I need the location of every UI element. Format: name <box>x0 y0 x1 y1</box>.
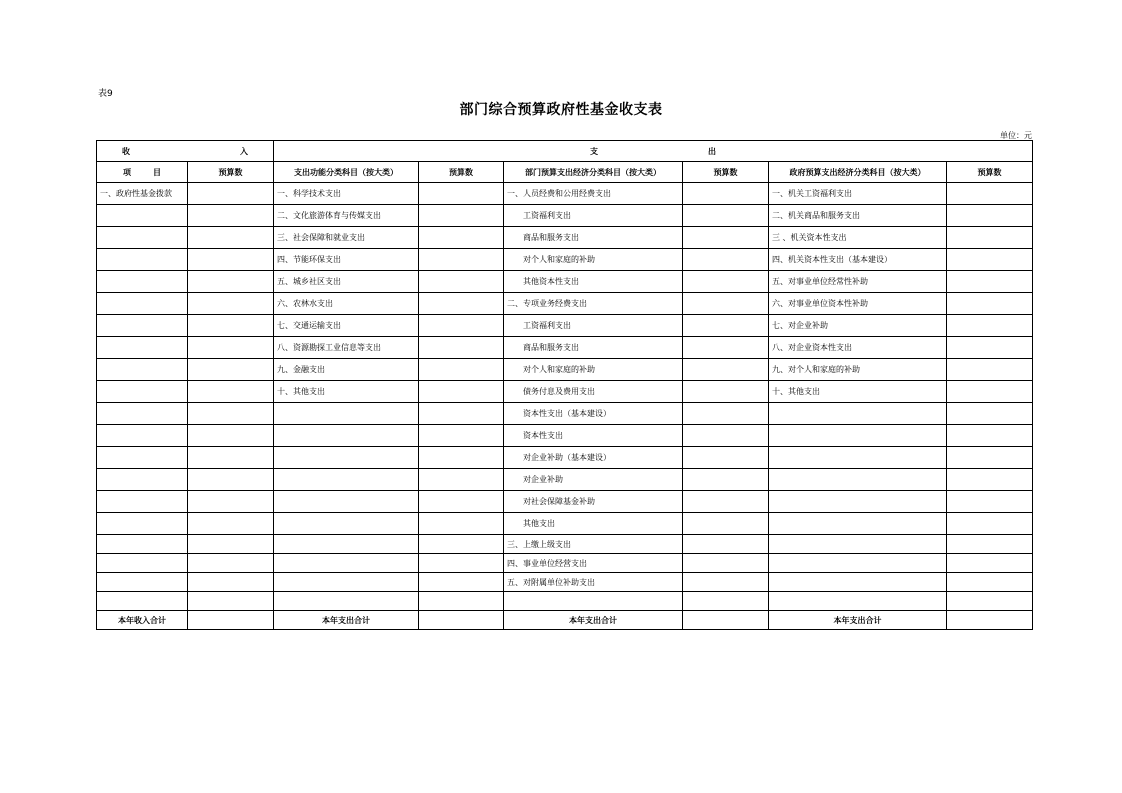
func-total-label: 本年支出合计 <box>274 611 419 630</box>
func-budget-cell <box>419 592 504 611</box>
gov-econ-item-cell <box>769 592 947 611</box>
func-class-item-cell <box>274 491 419 513</box>
table-row <box>97 337 1033 359</box>
func-class-item-cell <box>274 469 419 491</box>
income-item-cell <box>97 447 188 469</box>
dept-econ-item-cell: 三、上缴上级支出 <box>504 535 683 554</box>
func-budget-cell <box>419 425 504 447</box>
gov-econ-item-cell <box>769 403 947 425</box>
income-item-cell <box>97 227 188 249</box>
table-row <box>97 271 1033 293</box>
income-budget-cell <box>188 592 274 611</box>
func-class-item-cell <box>274 425 419 447</box>
func-class-item-cell: 五、城乡社区支出 <box>274 271 419 293</box>
income-item-cell <box>97 592 188 611</box>
table-row <box>97 403 1033 425</box>
table-row <box>97 227 1033 249</box>
dept-total-value <box>683 611 769 630</box>
dept-econ-item-cell: 工资福利支出 <box>504 315 683 337</box>
gov-budget-cell <box>947 293 1033 315</box>
gov-budget-cell <box>947 183 1033 205</box>
dept-budget-cell <box>683 227 769 249</box>
expense-section-header <box>274 141 1033 162</box>
func-budget-cell <box>419 554 504 573</box>
income-budget-cell <box>188 315 274 337</box>
dept-econ-item-cell: 五、对附属单位补助支出 <box>504 573 683 592</box>
func-class-item-cell <box>274 592 419 611</box>
col-header-item <box>97 162 188 183</box>
gov-budget-cell <box>947 513 1033 535</box>
dept-budget-cell <box>683 359 769 381</box>
func-budget-cell <box>419 293 504 315</box>
gov-econ-item-cell: 六、对事业单位资本性补助 <box>769 293 947 315</box>
income-budget-cell <box>188 403 274 425</box>
dept-econ-item-cell: 其他支出 <box>504 513 683 535</box>
func-class-item-cell <box>274 554 419 573</box>
table-row <box>97 573 1033 592</box>
gov-budget-cell <box>947 469 1033 491</box>
func-budget-cell <box>419 315 504 337</box>
col-header-gov-econ-class: 政府预算支出经济分类科目（按大类） <box>769 162 947 183</box>
func-class-item-cell: 六、农林水支出 <box>274 293 419 315</box>
func-budget-cell <box>419 227 504 249</box>
dept-budget-cell <box>683 573 769 592</box>
func-budget-cell <box>419 513 504 535</box>
func-class-item-cell: 七、交通运输支出 <box>274 315 419 337</box>
func-class-item-cell: 二、文化旅游体育与传媒支出 <box>274 205 419 227</box>
gov-budget-cell <box>947 535 1033 554</box>
table-row <box>97 205 1033 227</box>
gov-econ-item-cell <box>769 469 947 491</box>
func-budget-cell <box>419 447 504 469</box>
unit-label: 单位：元 <box>1000 131 1032 140</box>
dept-econ-item-cell: 四、事业单位经营支出 <box>504 554 683 573</box>
page-title: 部门综合预算政府性基金收支表 <box>459 102 663 118</box>
gov-econ-item-cell: 七、对企业补助 <box>769 315 947 337</box>
table-row <box>97 359 1033 381</box>
dept-econ-item-cell <box>504 592 683 611</box>
dept-budget-cell <box>683 491 769 513</box>
income-item-cell <box>97 381 188 403</box>
dept-budget-cell <box>683 592 769 611</box>
gov-budget-cell <box>947 592 1033 611</box>
dept-budget-cell <box>683 293 769 315</box>
func-budget-cell <box>419 535 504 554</box>
income-budget-cell <box>188 469 274 491</box>
gov-econ-item-cell <box>769 573 947 592</box>
income-item-cell <box>97 271 188 293</box>
func-class-item-cell: 一、科学技术支出 <box>274 183 419 205</box>
income-budget-cell <box>188 381 274 403</box>
table-row <box>97 513 1033 535</box>
gov-budget-cell <box>947 315 1033 337</box>
dept-budget-cell <box>683 337 769 359</box>
total-row <box>97 611 1033 630</box>
gov-econ-item-cell <box>769 513 947 535</box>
gov-budget-cell <box>947 573 1033 592</box>
dept-econ-item-cell: 对个人和家庭的补助 <box>504 249 683 271</box>
income-item-cell <box>97 359 188 381</box>
dept-budget-cell <box>683 535 769 554</box>
gov-econ-item-cell: 二、机关商品和服务支出 <box>769 205 947 227</box>
func-class-item-cell: 九、金融支出 <box>274 359 419 381</box>
gov-budget-cell <box>947 554 1033 573</box>
gov-budget-cell <box>947 227 1033 249</box>
dept-econ-item-cell: 其他资本性支出 <box>504 271 683 293</box>
income-item-cell <box>97 293 188 315</box>
dept-budget-cell <box>683 205 769 227</box>
table-row <box>97 315 1033 337</box>
table-row <box>97 249 1033 271</box>
budget-table <box>96 140 1033 630</box>
dept-budget-cell <box>683 469 769 491</box>
income-item-cell <box>97 425 188 447</box>
dept-econ-item-cell: 资本性支出 <box>504 425 683 447</box>
income-budget-cell <box>188 573 274 592</box>
income-header-char-2: 入 <box>240 146 248 156</box>
gov-econ-item-cell: 一、机关工资福利支出 <box>769 183 947 205</box>
col-header-budget-3: 预算数 <box>683 162 769 183</box>
dept-econ-item-cell: 二、专项业务经费支出 <box>504 293 683 315</box>
header-row-columns <box>97 162 1033 183</box>
dept-budget-cell <box>683 425 769 447</box>
table-number: 表9 <box>98 89 113 99</box>
dept-econ-item-cell: 对社会保障基金补助 <box>504 491 683 513</box>
income-budget-cell <box>188 491 274 513</box>
gov-econ-item-cell <box>769 554 947 573</box>
gov-budget-cell <box>947 249 1033 271</box>
dept-econ-item-cell: 工资福利支出 <box>504 205 683 227</box>
func-budget-cell <box>419 469 504 491</box>
func-budget-cell <box>419 205 504 227</box>
col-header-budget-2: 预算数 <box>419 162 504 183</box>
income-item-cell <box>97 249 188 271</box>
dept-econ-item-cell: 资本性支出（基本建设） <box>504 403 683 425</box>
gov-econ-item-cell <box>769 447 947 469</box>
income-budget-cell <box>188 271 274 293</box>
col-header-budget-1: 预算数 <box>188 162 274 183</box>
income-item-cell <box>97 573 188 592</box>
income-budget-cell <box>188 535 274 554</box>
table-row <box>97 381 1033 403</box>
expense-header-char-1: 支 <box>590 146 599 156</box>
gov-budget-cell <box>947 271 1033 293</box>
table-row <box>97 491 1033 513</box>
dept-budget-cell <box>683 315 769 337</box>
func-class-item-cell <box>274 535 419 554</box>
func-budget-cell <box>419 573 504 592</box>
col-header-budget-4: 预算数 <box>947 162 1033 183</box>
income-budget-cell <box>188 183 274 205</box>
income-item-cell <box>97 554 188 573</box>
table-row <box>97 425 1033 447</box>
income-header-char-1: 收 <box>122 146 130 156</box>
func-budget-cell <box>419 183 504 205</box>
table-row <box>97 447 1033 469</box>
income-total-label: 本年收入合计 <box>97 611 188 630</box>
func-class-item-cell <box>274 573 419 592</box>
func-budget-cell <box>419 403 504 425</box>
func-class-item-cell: 三、社会保障和就业支出 <box>274 227 419 249</box>
dept-budget-cell <box>683 381 769 403</box>
income-total-value <box>188 611 274 630</box>
gov-budget-cell <box>947 205 1033 227</box>
dept-budget-cell <box>683 249 769 271</box>
income-budget-cell <box>188 205 274 227</box>
gov-total-value <box>947 611 1033 630</box>
dept-budget-cell <box>683 183 769 205</box>
income-item-cell <box>97 403 188 425</box>
gov-econ-item-cell <box>769 425 947 447</box>
gov-budget-cell <box>947 491 1033 513</box>
income-budget-cell <box>188 554 274 573</box>
dept-budget-cell <box>683 554 769 573</box>
gov-econ-item-cell: 三 、机关资本性支出 <box>769 227 947 249</box>
dept-budget-cell <box>683 513 769 535</box>
gov-budget-cell <box>947 447 1033 469</box>
func-budget-cell <box>419 249 504 271</box>
income-item-cell <box>97 315 188 337</box>
income-budget-cell <box>188 249 274 271</box>
func-class-item-cell: 四、节能环保支出 <box>274 249 419 271</box>
func-class-item-cell <box>274 513 419 535</box>
income-item-cell: 一、政府性基金拨款 <box>97 183 188 205</box>
table-row <box>97 592 1033 611</box>
income-item-cell <box>97 535 188 554</box>
gov-econ-item-cell <box>769 491 947 513</box>
expense-header-char-2: 出 <box>708 146 717 156</box>
dept-budget-cell <box>683 271 769 293</box>
gov-econ-item-cell: 九、对个人和家庭的补助 <box>769 359 947 381</box>
dept-econ-item-cell: 对企业补助 <box>504 469 683 491</box>
func-budget-cell <box>419 491 504 513</box>
dept-econ-item-cell: 一、人员经费和公用经费支出 <box>504 183 683 205</box>
income-item-cell <box>97 469 188 491</box>
gov-budget-cell <box>947 381 1033 403</box>
func-class-item-cell: 八、资源勘探工业信息等支出 <box>274 337 419 359</box>
gov-budget-cell <box>947 359 1033 381</box>
gov-econ-item-cell: 八、对企业资本性支出 <box>769 337 947 359</box>
gov-budget-cell <box>947 403 1033 425</box>
table-row <box>97 293 1033 315</box>
col-header-dept-econ-class: 部门预算支出经济分类科目（按大类） <box>504 162 683 183</box>
gov-econ-item-cell: 五、对事业单位经常性补助 <box>769 271 947 293</box>
gov-econ-item-cell: 四、机关资本性支出（基本建设） <box>769 249 947 271</box>
income-budget-cell <box>188 359 274 381</box>
func-class-item-cell <box>274 403 419 425</box>
header-row-section <box>97 141 1033 162</box>
gov-total-label: 本年支出合计 <box>769 611 947 630</box>
income-budget-cell <box>188 293 274 315</box>
func-total-value <box>419 611 504 630</box>
col-header-item-char-2: 目 <box>153 167 161 177</box>
gov-econ-item-cell <box>769 535 947 554</box>
table-row <box>97 554 1033 573</box>
func-budget-cell <box>419 271 504 293</box>
func-class-item-cell: 十、其他支出 <box>274 381 419 403</box>
dept-econ-item-cell: 对企业补助（基本建设） <box>504 447 683 469</box>
dept-total-label: 本年支出合计 <box>504 611 683 630</box>
func-budget-cell <box>419 359 504 381</box>
income-item-cell <box>97 205 188 227</box>
dept-econ-item-cell: 商品和服务支出 <box>504 227 683 249</box>
func-class-item-cell <box>274 447 419 469</box>
dept-econ-item-cell: 对个人和家庭的补助 <box>504 359 683 381</box>
income-item-cell <box>97 337 188 359</box>
table-row <box>97 183 1033 205</box>
col-header-func-class: 支出功能分类科目（按大类） <box>274 162 419 183</box>
income-section-header <box>97 141 274 162</box>
col-header-item-char-1: 项 <box>123 167 131 177</box>
gov-budget-cell <box>947 337 1033 359</box>
func-budget-cell <box>419 381 504 403</box>
income-budget-cell <box>188 513 274 535</box>
income-budget-cell <box>188 227 274 249</box>
dept-budget-cell <box>683 447 769 469</box>
gov-budget-cell <box>947 425 1033 447</box>
dept-econ-item-cell: 商品和服务支出 <box>504 337 683 359</box>
dept-econ-item-cell: 债务付息及费用支出 <box>504 381 683 403</box>
table-row <box>97 469 1033 491</box>
dept-budget-cell <box>683 403 769 425</box>
table-row <box>97 535 1033 554</box>
income-budget-cell <box>188 425 274 447</box>
income-budget-cell <box>188 447 274 469</box>
gov-econ-item-cell: 十、其他支出 <box>769 381 947 403</box>
income-budget-cell <box>188 337 274 359</box>
income-item-cell <box>97 513 188 535</box>
income-item-cell <box>97 491 188 513</box>
func-budget-cell <box>419 337 504 359</box>
